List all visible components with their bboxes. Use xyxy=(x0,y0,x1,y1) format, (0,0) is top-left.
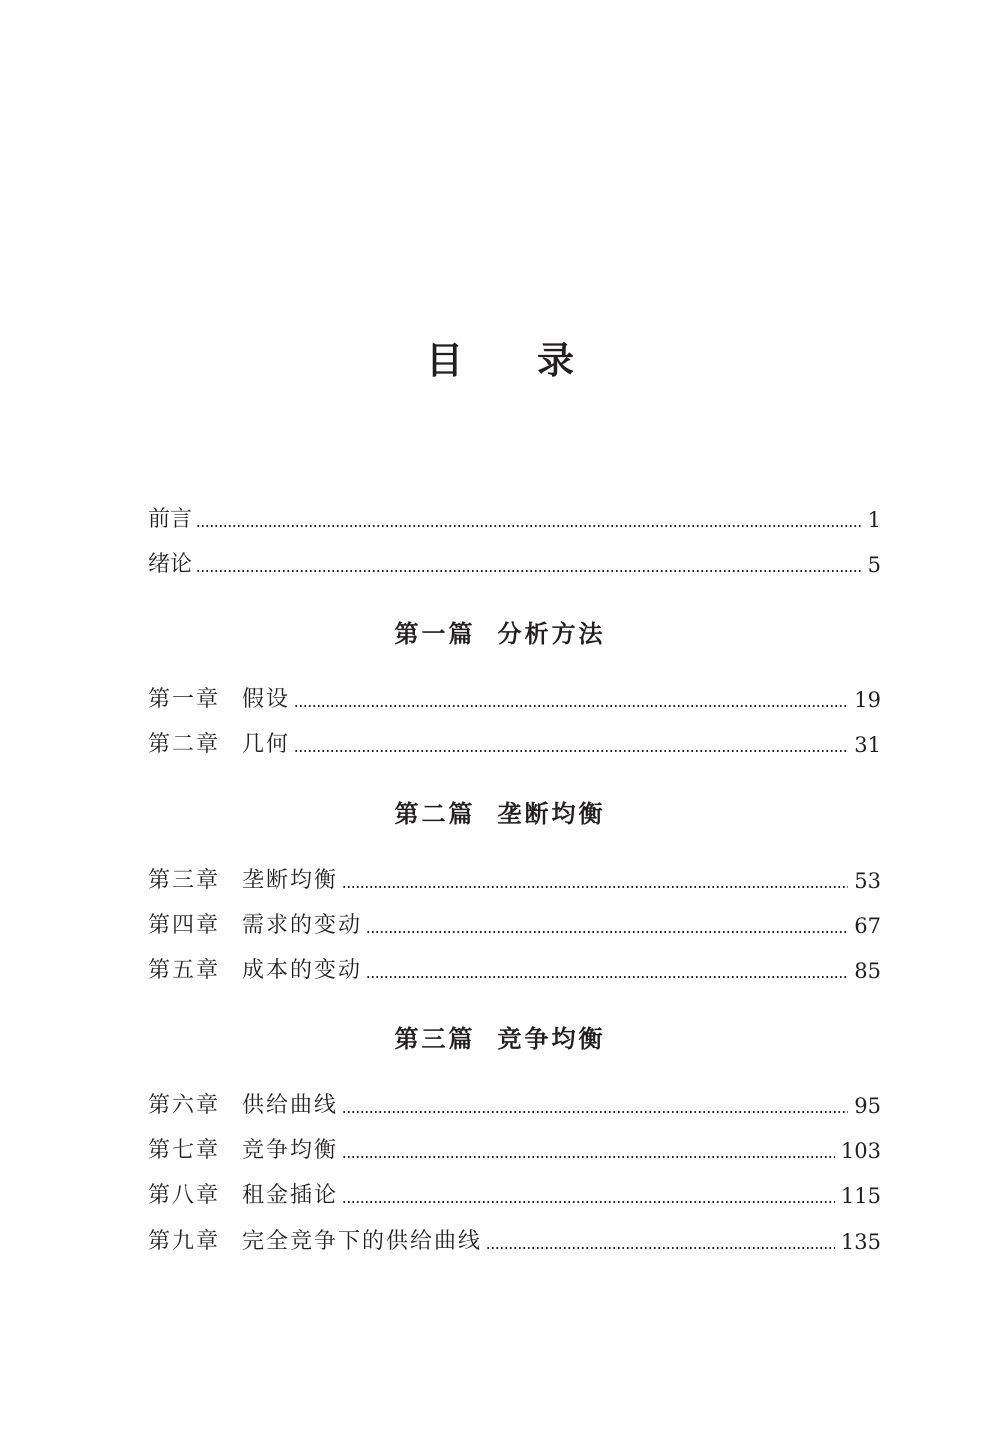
toc-page-number: 67 xyxy=(854,914,881,938)
toc-page-number: 19 xyxy=(854,688,881,712)
toc-page-number: 103 xyxy=(840,1139,881,1163)
chapter-title: 竞争均衡 xyxy=(242,1138,339,1163)
dot-leader xyxy=(342,1156,835,1158)
chapter-number: 第五章 xyxy=(148,958,221,983)
chapter-title: 供给曲线 xyxy=(242,1093,339,1118)
chapter-title: 假设 xyxy=(242,687,291,712)
toc-chapter-1[interactable] xyxy=(148,685,881,715)
part-number: 第三篇 xyxy=(394,1025,476,1053)
chapter-number: 第四章 xyxy=(148,913,221,938)
dot-leader xyxy=(342,1111,848,1113)
toc-chapter-6[interactable] xyxy=(148,1091,881,1121)
toc-entry-preface[interactable] xyxy=(148,505,881,535)
dot-leader xyxy=(342,886,848,888)
chapter-number: 第二章 xyxy=(148,732,221,757)
dot-leader xyxy=(366,976,848,978)
toc-page-number: 5 xyxy=(867,553,881,577)
title-char-1: 目 xyxy=(426,338,463,382)
toc-page-number: 53 xyxy=(854,869,881,893)
chapter-number: 第八章 xyxy=(148,1183,221,1208)
chapter-number: 第三章 xyxy=(148,868,221,893)
toc-page-number: 95 xyxy=(854,1094,881,1118)
dot-leader xyxy=(486,1247,835,1249)
chapter-title: 成本的变动 xyxy=(242,958,363,983)
dot-leader xyxy=(196,525,862,527)
toc-chapter-2[interactable] xyxy=(148,730,881,760)
toc-chapter-9[interactable] xyxy=(148,1227,881,1257)
dot-leader xyxy=(342,1201,835,1203)
part-name: 分析方法 xyxy=(497,620,606,648)
toc-chapter-7[interactable] xyxy=(148,1136,881,1166)
part-heading-2 xyxy=(0,798,1000,830)
toc-entry-introduction[interactable] xyxy=(148,550,881,580)
dot-leader xyxy=(294,750,848,752)
part-name: 竞争均衡 xyxy=(497,1025,606,1053)
toc-chapter-8[interactable] xyxy=(148,1181,881,1211)
chapter-number: 第七章 xyxy=(148,1138,221,1163)
toc-page-number: 1 xyxy=(867,508,881,532)
chapter-number: 第六章 xyxy=(148,1093,221,1118)
toc-entry-label: 前言 xyxy=(148,507,193,532)
chapter-number: 第九章 xyxy=(148,1229,221,1254)
part-number: 第二篇 xyxy=(394,800,476,828)
toc-entry-label: 绪论 xyxy=(148,552,193,577)
toc-page-number: 115 xyxy=(840,1184,881,1208)
dot-leader xyxy=(294,705,848,707)
title-char-2: 录 xyxy=(537,338,574,382)
toc-chapter-4[interactable] xyxy=(148,911,881,941)
toc-chapter-3[interactable] xyxy=(148,866,881,896)
part-name: 垄断均衡 xyxy=(497,800,606,828)
chapter-title: 租金插论 xyxy=(242,1183,339,1208)
chapter-title: 垄断均衡 xyxy=(242,868,339,893)
toc-page-number: 31 xyxy=(854,733,881,757)
part-number: 第一篇 xyxy=(394,620,476,648)
dot-leader xyxy=(366,931,848,933)
chapter-title: 需求的变动 xyxy=(242,913,363,938)
toc-page-number: 85 xyxy=(854,959,881,983)
part-heading-1 xyxy=(0,618,1000,650)
chapter-title: 几何 xyxy=(242,732,291,757)
dot-leader xyxy=(196,570,862,572)
toc-chapter-5[interactable] xyxy=(148,956,881,986)
chapter-number: 第一章 xyxy=(148,687,221,712)
toc-page-number: 135 xyxy=(840,1230,881,1254)
chapter-title: 完全竞争下的供给曲线 xyxy=(242,1229,483,1254)
part-heading-3 xyxy=(0,1023,1000,1055)
